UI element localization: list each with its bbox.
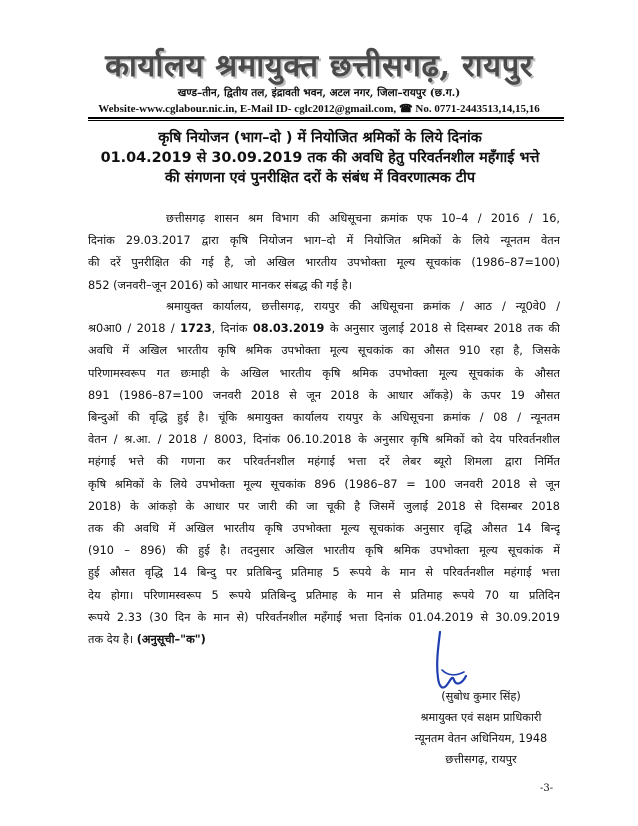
signatory-location: छत्तीसगढ़, रायपुर bbox=[445, 753, 517, 766]
subject-line: की संगणना एवं पुनरीक्षित दरों के संबंध में विवरणात्मक टीप bbox=[164, 170, 476, 186]
paragraph-line: की दरें पुनरीक्षित की गई है, जो अखिल भारतीय उपभोक्ता मूल्य सूचकांक (1986–87=100) bbox=[88, 256, 560, 270]
paragraph-line: 2018) के आंकड़ो के आधार पर जारी की जा चूकी है जिसमें जुलाई 2018 से दिसम्बर 2018 bbox=[88, 499, 560, 513]
signatory-name: (सुबोध कुमार सिंह) bbox=[441, 690, 521, 703]
subject-heading bbox=[60, 128, 580, 188]
contact-website-email: Website-www.cglabour.nic.in, E-Mail ID- cglc2012@gmail.com, bbox=[98, 103, 397, 115]
subject-line: कृषि नियोजन (भाग–दो ) में नियोजित श्रमिकों के लिये दिनांक bbox=[158, 130, 482, 146]
paragraph-text: के अनुसार जुलाई 2018 से दिसम्बर 2018 तक की bbox=[324, 322, 560, 336]
paragraph-line: श्रमायुक्त कार्यालय, छत्तीसगढ़, रायपुर की अधिसूचना क्रमांक / आठ / न्यू0वे0 / bbox=[166, 300, 560, 313]
notification-date: 08.03.2019 bbox=[252, 322, 325, 336]
notification-number: 1723 bbox=[180, 322, 212, 336]
contact-phone: No. 0771-2443513,14,15,16 bbox=[415, 103, 540, 115]
paragraph-line: कृषि श्रमिकों के लिये उपभोक्ता मूल्य सूचकांक 896 (1986–87 = 100 जनवरी 2018 से जून bbox=[88, 477, 560, 491]
paragraph-line: दिनांक 29.03.2017 द्वारा कृषि नियोजन भाग–दो में नियोजित श्रमिकों के लिये न्यूनतम वेतन bbox=[88, 234, 560, 248]
paragraph-line: परिणामस्वरूप गत छःमाही के अखिल भारतीय कृषि श्रमिक उपभोक्ता मूल्य सूचकांक के औसत bbox=[88, 366, 560, 380]
paragraph-line: तक की अवधि में अखिल भारतीय कृषि उपभोक्ता मूल्य सूचकांक अनुसार वृद्धि औसत 14 बिन्दू bbox=[88, 522, 560, 536]
paragraph-line: बिन्दुओं की वृद्धि हुई है। चूंकि श्रमायुक्त कार्यालय रायपुर के अधिसूचना क्रमांक / 08 / न्यूनतम bbox=[88, 411, 560, 425]
paragraph-line: अवधि में अखिल भारतीय कृषि श्रमिक उपभोक्ता मूल्य सूचकांक का औसत 910 रहा है, जिसके bbox=[88, 344, 560, 358]
paragraph-line bbox=[88, 318, 560, 340]
date-label: , दिनांक bbox=[211, 322, 253, 336]
signatory-block bbox=[386, 686, 576, 770]
schedule-reference: (अनुसूची–"क") bbox=[136, 633, 206, 647]
header-divider bbox=[88, 117, 564, 119]
signatory-act: न्यूनतम वेतन अधिनियम, 1948 bbox=[414, 732, 548, 745]
telephone-icon: ☎ bbox=[398, 103, 413, 115]
paragraph-line: छत्तीसगढ़ शासन श्रम विभाग की अधिसूचना क्रमांक एफ 10–4 / 2016 / 16, bbox=[166, 212, 560, 225]
paragraph-line: देय होगा। परिणामस्वरूप 5 रूपये प्रतिबिन्दु प्रतिमाह के मान से प्रतिमाह रूपये 70 या प्रतिदिन bbox=[88, 588, 560, 602]
paragraph-notification bbox=[88, 208, 560, 297]
paragraph-line: वेतन / श्र.आ. / 2018 / 8003, दिनांक 06.10.2018 के अनुसार कृषि श्रमिकों को देय परिवर्तनशील bbox=[88, 433, 560, 447]
paragraph-line: 891 (1986–87=100 जनवरी 2018 से जून 2018 के आधार आँकड़े) के ऊपर 19 औसत bbox=[88, 388, 560, 402]
signatory-designation: श्रमायुक्त एवं सक्षम प्राधिकारी bbox=[420, 711, 542, 724]
paragraph-line: महंगाई भत्ते की गणना कर परिवर्तनशील महंगाई भत्ता दरें लेबर ब्यूरो शिमला द्वारा निर्मित bbox=[88, 455, 560, 469]
paragraph-text: तक देय है। bbox=[88, 633, 137, 647]
page-number: -3- bbox=[540, 783, 554, 794]
notification-ref: श्र0आ0 / 2018 / bbox=[88, 322, 181, 336]
paragraph-calculation bbox=[88, 296, 560, 651]
paragraph-line bbox=[88, 629, 560, 651]
paragraph-line: रूपये 2.33 (30 दिन के मान से) परिवर्तनशील महँगाई भत्ता दिनांक 01.04.2019 से 30.09.2019 bbox=[88, 610, 560, 624]
subject-line: 01.04.2019 से 30.09.2019 तक की अवधि हेतु परिवर्तनशील महँगाई भत्ते bbox=[100, 150, 540, 166]
office-title: कार्यालय श्रमायुक्त छत्तीसगढ़, रायपुर bbox=[105, 48, 533, 84]
contact-line bbox=[0, 102, 638, 115]
paragraph-line: 852 (जनवरी–जून 2016) को आधार मानकर संबद्ध की गई है। bbox=[88, 278, 353, 292]
header-divider-thin bbox=[88, 120, 564, 121]
paragraph-line: (910 – 896) की हुई है। तदनुसार अखिल भारतीय कृषि श्रमिक उपभोक्ता मूल्य सूचकांक में bbox=[88, 544, 560, 558]
office-address: खण्ड–तीन, द्वितीय तल, इंद्रावती भवन, अटल नगर, जिला–रायपुर (छ.ग.) bbox=[177, 87, 461, 99]
paragraph-line: हुई औसत वृद्धि 14 बिन्दु पर प्रतिबिन्दु प्रतिमाह 5 रूपये के मान से परिवर्तनशील महंगाई भत्ता bbox=[88, 566, 560, 580]
